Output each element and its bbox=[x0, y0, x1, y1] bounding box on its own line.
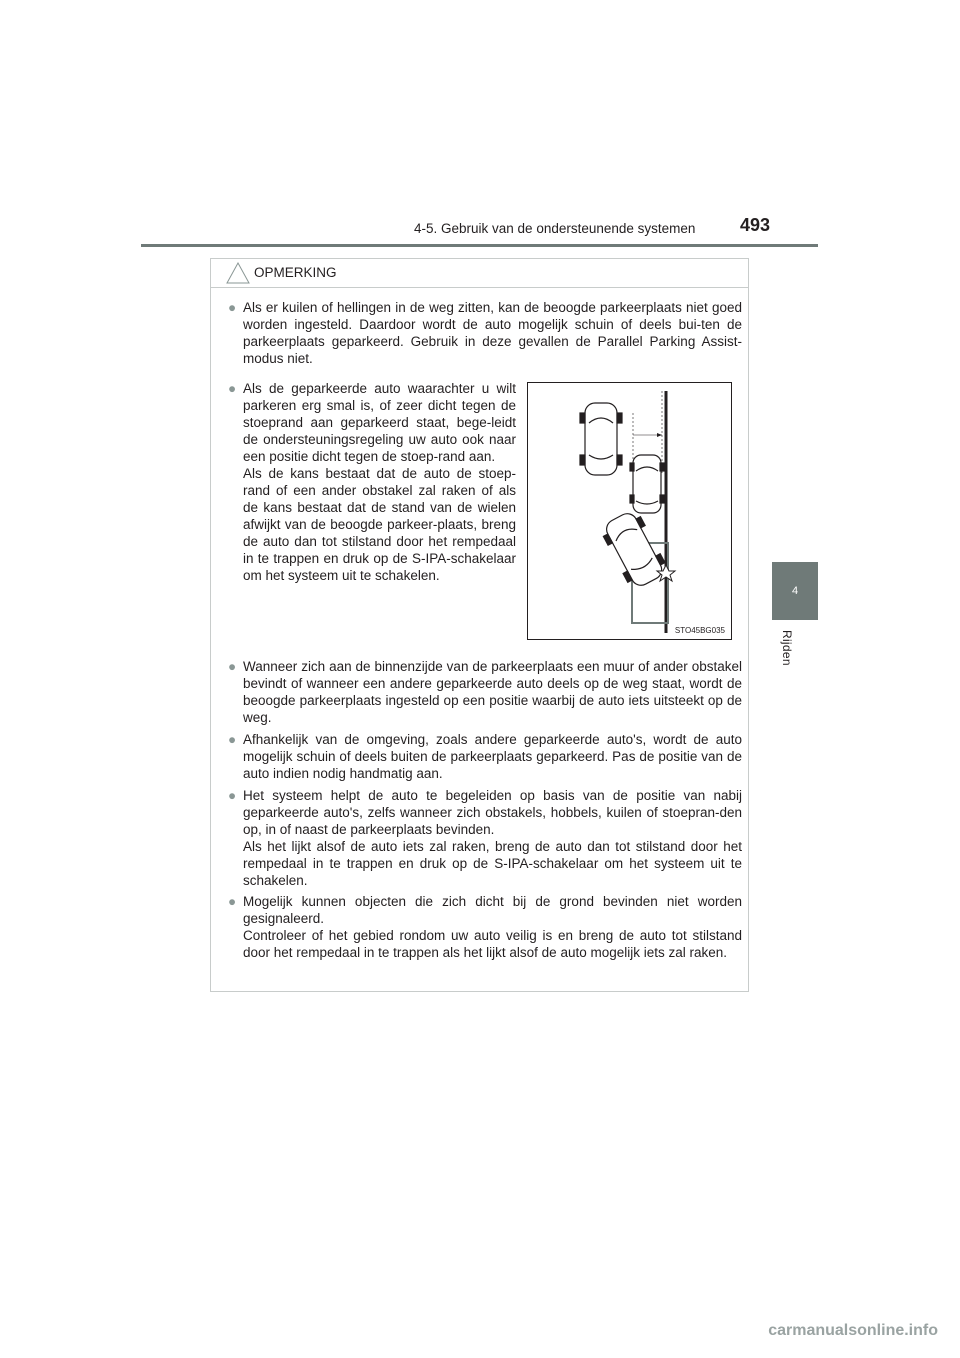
bullet-dot-icon: ● bbox=[228, 894, 237, 909]
bullet-dot-icon: ● bbox=[228, 788, 237, 803]
bullet-text: Het systeem helpt de auto te begeleiden op basis van de positie van nabij geparkeerde auto's, zelfs wanneer zich obstakels, hobbels, kuilen of stoepran-den op, in of naast de parkeerplaats bevinden. bbox=[243, 788, 742, 837]
note-title: OPMERKING bbox=[254, 265, 337, 280]
header-title: 4-5. Gebruik van de ondersteunende systemen bbox=[414, 221, 696, 236]
bullet-dot-icon: ● bbox=[228, 381, 237, 396]
bullet-5 bbox=[228, 787, 742, 889]
bullet-4 bbox=[228, 731, 742, 782]
bullet-dot-icon: ● bbox=[228, 659, 237, 674]
bullet-text: Als het lijkt alsof de auto iets zal raken, breng de auto dan tot stilstand door het rempedaal in te trappen en druk op de S-IPA-schakelaar om het systeem uit te schakelen. bbox=[243, 839, 742, 888]
chapter-tab bbox=[772, 562, 818, 620]
chapter-number: 4 bbox=[791, 585, 799, 597]
maneuvering-car bbox=[599, 508, 670, 591]
note-header bbox=[211, 259, 748, 288]
note-box bbox=[210, 258, 749, 992]
bullet-1 bbox=[228, 299, 742, 367]
bullet-text: Wanneer zich aan de binnenzijde van de parkeerplaats een muur of ander obstakel bevindt of wanneer een andere geparkeerde auto deels op de weg staat, wordt de beoogde parkeerplaats ingesteld op een positie waarbij de auto iets uitsteekt op de weg. bbox=[243, 659, 742, 725]
bullet-6 bbox=[228, 893, 742, 961]
footer-watermark: carmanualsonline.info bbox=[768, 1322, 938, 1339]
parking-figure bbox=[527, 382, 732, 640]
bullet-dot-icon: ● bbox=[228, 732, 237, 747]
bullet-2 bbox=[228, 380, 516, 584]
parking-diagram bbox=[528, 383, 731, 639]
figure-code: STO45BG035 bbox=[674, 626, 725, 635]
bullet-text: Als de geparkeerde auto waarachter u wilt parkeren erg smal is, of zeer dicht tegen de stoeprand aan geparkeerd staat, bege-leidt de ondersteuningsregeling uw auto ook naar een positie dicht tegen de stoep-rand aan. bbox=[243, 381, 516, 464]
bullet-text: Als de kans bestaat dat de auto de stoep-rand of een ander obstakel zal raken of als de kans bestaat dat de stand van de wielen afwijkt van de beoogde parkeer-plaats, breng de auto dan tot stilstand door het rempedaal in te trappen en druk op de S-IPA-schakelaar om het systeem uit te schakelen. bbox=[243, 466, 516, 583]
bullet-3 bbox=[228, 658, 742, 726]
header-rule bbox=[141, 244, 818, 247]
bullet-text: Als er kuilen of hellingen in de weg zitten, kan de beoogde parkeerplaats niet goed worden ingesteld. Daardoor wordt de auto mogelijk schuin of deels bui-ten de parkeerplaats geparkeerd. Gebruik in deze gevallen de Parallel Parking Assist-modus niet. bbox=[243, 300, 742, 366]
bullet-dot-icon: ● bbox=[228, 300, 237, 315]
parked-car-behind bbox=[630, 455, 664, 513]
bullet-text: Afhankelijk van de omgeving, zoals andere geparkeerde auto's, wordt de auto mogelijk schuin of deels buiten de parkeerplaats geparkeerd. Pas de positie van de auto indien nodig handmatig aan. bbox=[243, 732, 742, 781]
page-number: 493 bbox=[740, 215, 771, 235]
warning-triangle-icon bbox=[226, 262, 250, 284]
parked-car-front bbox=[580, 403, 622, 475]
chapter-label: Rijden bbox=[780, 630, 794, 666]
bullet-text: Controleer of het gebied rondom uw auto veilig is en breng de auto tot stilstand door het rempedaal in te trappen als het lijkt alsof de auto mogelijk iets zal raken. bbox=[243, 928, 742, 960]
bullet-text: Mogelijk kunnen objecten die zich dicht bij de grond bevinden niet worden gesignaleerd. bbox=[243, 894, 742, 926]
